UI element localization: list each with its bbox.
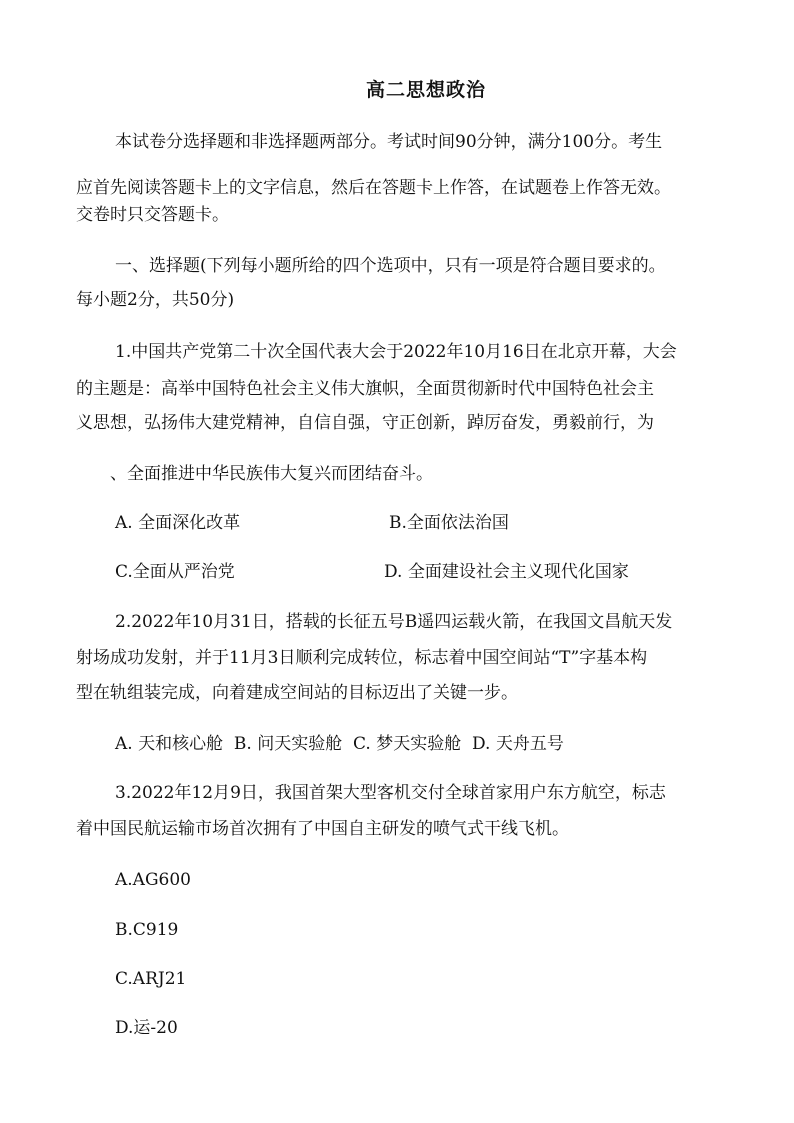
q1-line-3: 义思想，弘扬伟大建党精神，自信自强，守正创新，踔厉奋发，勇毅前行，为 xyxy=(76,413,654,433)
q2-line-1: 2.2022年10月31日，搭载的长征五号B遥四运载火箭，在我国文昌航天发 xyxy=(115,612,673,632)
intro-line-1: 本试卷分选择题和非选择题两部分。考试时间90分钟，满分100分。考生 xyxy=(115,132,663,152)
q3-line-1: 3.2022年12月9日，我国首架大型客机交付全球首家用户东方航空，标志 xyxy=(115,783,666,803)
q1-option-d: D. 全面建设社会主义现代化国家 xyxy=(384,562,629,582)
q3-option-a: A.AG600 xyxy=(115,870,191,890)
intro-line-3: 交卷时只交答题卡。 xyxy=(76,205,229,225)
q3-option-d: D.运-20 xyxy=(115,1018,178,1038)
page-title: 高二思想政治 xyxy=(366,79,487,101)
q1-option-a: A. 全面深化改革 xyxy=(115,513,241,533)
q1-line-2: 的主题是：高举中国特色社会主义伟大旗帜，全面贯彻新时代中国特色社会主 xyxy=(76,379,654,399)
q3-line-2: 着中国民航运输市场首次拥有了中国自主研发的喷气式干线飞机。 xyxy=(76,819,569,839)
q3-option-b: B.C919 xyxy=(115,920,179,940)
intro-line-2: 应首先阅读答题卡上的文字信息，然后在答题卡上作答，在试题卷上作答无效。 xyxy=(76,178,671,198)
q1-option-b: B.全面依法治国 xyxy=(389,513,509,533)
q1-option-c: C.全面从严治党 xyxy=(115,562,235,582)
q1-line-1: 1.中国共产党第二十次全国代表大会于2022年10月16日在北京开幕，大会 xyxy=(115,342,677,362)
q2-line-3: 型在轨组装完成，向着建成空间站的目标迈出了关键一步。 xyxy=(76,683,518,703)
section-heading-line-1: 一、选择题(下列每小题所给的四个选项中，只有一项是符合题目要求的。 xyxy=(115,256,666,276)
q2-line-2: 射场成功发射，并于11月3日顺利完成转位，标志着中国空间站“T”字基本构 xyxy=(76,648,648,668)
q1-line-4: 、全面推进中华民族伟大复兴而团结奋斗。 xyxy=(110,464,433,484)
q3-option-c: C.ARJ21 xyxy=(115,969,187,989)
section-heading-line-2: 每小题2分，共50分) xyxy=(76,290,235,310)
q2-options: A. 天和核心舱 B. 问天实验舱 C. 梦天实验舱 D. 天舟五号 xyxy=(115,734,564,754)
